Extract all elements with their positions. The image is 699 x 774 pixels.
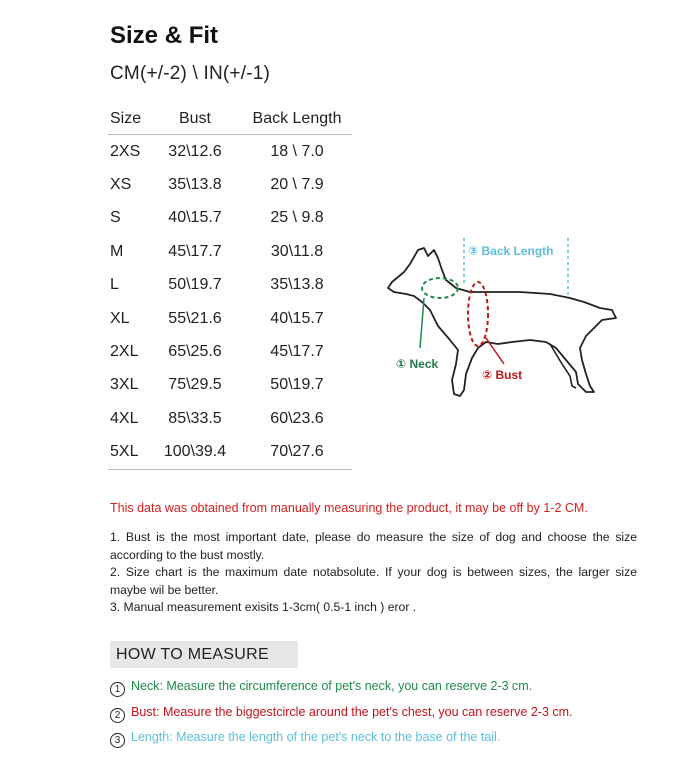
cell-bust: 32\12.6: [168, 142, 222, 160]
page-title: Size & Fit: [110, 22, 219, 49]
cell-size: S: [110, 209, 121, 227]
cell-bust: 55\21.6: [168, 309, 222, 327]
cell-size: L: [110, 276, 119, 294]
accuracy-note: This data was obtained from manually measuring the product, it may be off by 1-2 CM.: [110, 501, 588, 515]
cell-back-length: 18 \ 7.0: [270, 142, 324, 160]
bust-pointer: [486, 338, 504, 364]
cell-bust: 65\25.6: [168, 343, 222, 361]
bust-label: ② Bust: [482, 368, 523, 382]
cell-bust: 40\15.7: [168, 209, 222, 227]
cell-back-length: 30\11.8: [270, 242, 324, 260]
table-row: [108, 335, 352, 368]
cell-bust: 45\17.7: [168, 242, 222, 260]
cell-bust: 50\19.7: [168, 276, 222, 294]
table-row: [108, 269, 352, 302]
number-circle-icon: 3: [110, 733, 125, 748]
back-length-label: ③ Back Length: [468, 244, 554, 258]
cell-size: M: [110, 242, 124, 260]
header-size: Size: [108, 104, 148, 135]
table-row: [108, 135, 352, 169]
measure-bust-row: [110, 705, 573, 723]
table-row: [108, 202, 352, 235]
cell-back-length: 40\15.7: [270, 309, 324, 327]
cell-back-length: 35\13.8: [270, 276, 324, 294]
table-row: [108, 402, 352, 435]
rule-item: 2. Size chart is the maximum date notabsolute. If your dog is between sizes, the larger size maybe wil be better.: [110, 565, 637, 597]
table-row: [108, 168, 352, 201]
header-bust: Bust: [148, 104, 242, 135]
table-header-row: [108, 104, 352, 135]
cell-bust: 35\13.8: [168, 176, 222, 194]
cell-size: 3XL: [110, 376, 139, 394]
cell-size: XL: [110, 309, 130, 327]
rule-item: 3. Manual measurement exisits 1-3cm( 0.5-1 inch ) eror .: [110, 600, 417, 614]
cell-bust: 100\39.4: [148, 436, 242, 470]
cell-back-length: 20 \ 7.9: [270, 176, 324, 194]
neck-label: ① Neck: [396, 357, 439, 371]
number-circle-icon: 1: [110, 682, 125, 697]
size-table: [108, 104, 352, 470]
cell-back-length: 45\17.7: [270, 343, 324, 361]
number-circle-icon: 2: [110, 708, 125, 723]
cell-size: 2XL: [110, 343, 139, 361]
cell-back-length: 70\27.6: [242, 436, 352, 470]
neck-pointer: [420, 298, 424, 348]
cell-bust: 85\33.5: [168, 409, 222, 427]
cell-size: 4XL: [110, 409, 139, 427]
cell-size: XS: [110, 176, 132, 194]
measure-neck-row: [110, 679, 532, 697]
cell-back-length: 60\23.6: [270, 409, 324, 427]
measure-length-row: [110, 730, 500, 748]
measure-neck-text: Neck: Measure the circumference of pet's neck, you can reserve 2-3 cm.: [131, 679, 533, 693]
measure-bust-text: Bust: Measure the biggestcircle around the pet's chest, you can reserve 2-3 cm.: [131, 705, 573, 719]
rule-item: 1. Bust is the most important date, please do measure the size of dog and choose the size according to the bust mostly.: [110, 530, 637, 562]
neck-ring: [422, 278, 458, 298]
cell-back-length: 25 \ 9.8: [270, 209, 324, 227]
cell-bust: 75\29.5: [168, 376, 222, 394]
table-row: [108, 235, 352, 268]
how-to-measure-heading: HOW TO MEASURE: [110, 641, 298, 668]
table-row: [108, 369, 352, 402]
cell-back-length: 50\19.7: [270, 376, 324, 394]
measure-length-text: Length: Measure the length of the pet's neck to the base of the tail.: [131, 730, 501, 744]
header-back-length: Back Length: [242, 104, 352, 135]
cell-size: 5XL: [108, 436, 148, 470]
table-row: [108, 436, 352, 470]
units-label: CM(+/-2) \ IN(+/-1): [110, 63, 271, 84]
rules-list: [110, 529, 637, 617]
cell-size: 2XS: [110, 142, 141, 160]
table-row: [108, 302, 352, 335]
